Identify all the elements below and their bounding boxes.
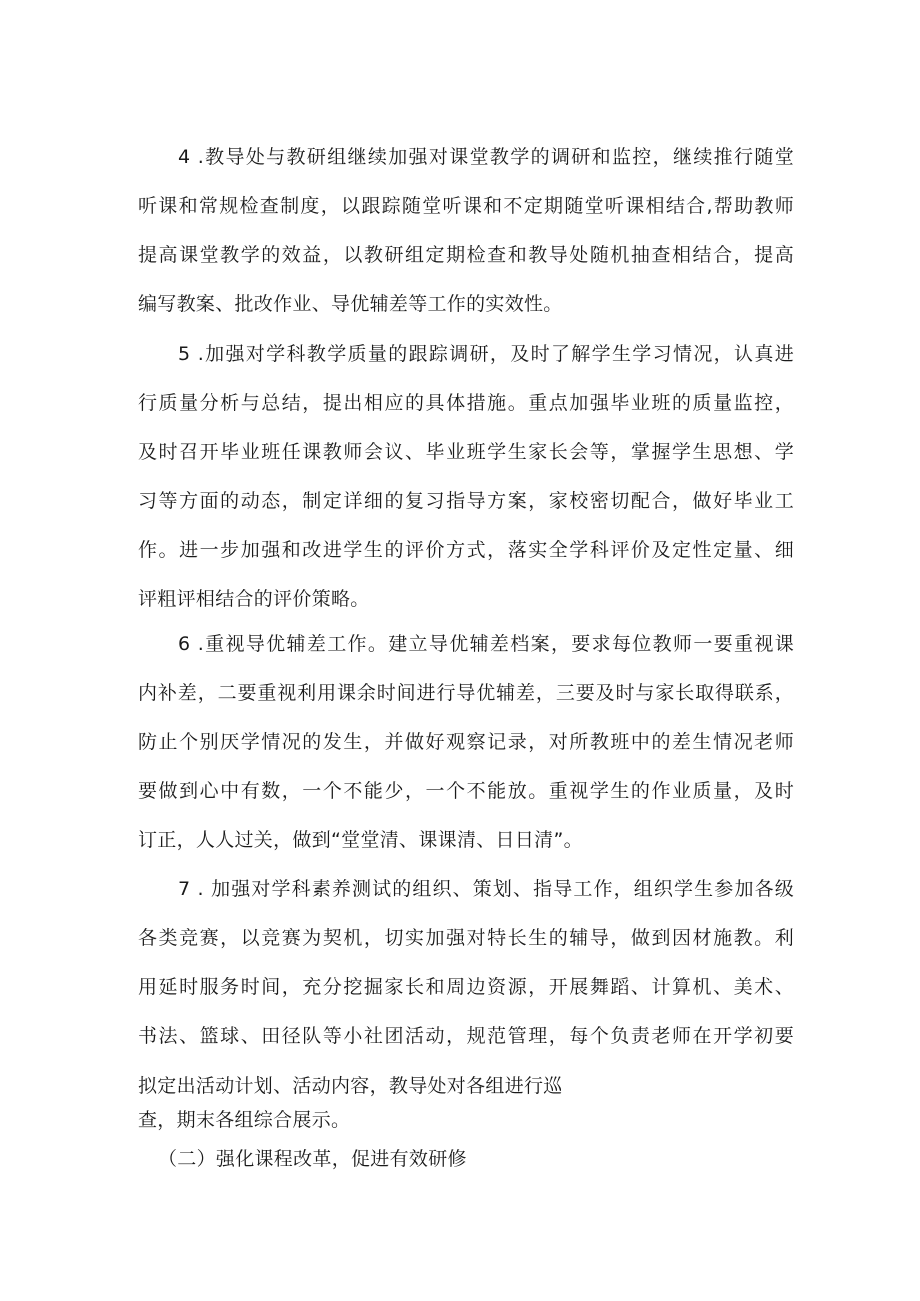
paragraph-line: 订正，人人过关，做到“堂堂清、课课清、日日清”。 (138, 829, 583, 851)
paragraph-line: 编写教案、批改作业、导优辅差等工作的实效性。 (138, 293, 563, 315)
section-heading-text: （二）强化课程改革，促进有效研修 (158, 1148, 467, 1170)
paragraph-line: 防止个别厌学情况的发生，并做好观察记录，对所教班中的差生情况老师 (138, 731, 794, 753)
section-heading (158, 1135, 814, 1184)
paragraph-5 (138, 330, 794, 624)
paragraph-line: 内补差，二要重视利用课余时间进行导优辅差，三要及时与家长取得联系， (138, 682, 794, 704)
paragraph-6 (138, 620, 794, 865)
paragraph-line: 及时召开毕业班任课教师会议、毕业班学生家长会等，掌握学生思想、学 (138, 441, 794, 463)
paragraph-line: 提高课堂教学的效益，以教研组定期检查和教导处随机抽查相结合，提高 (138, 244, 794, 266)
paragraph-line: 评粗评相结合的评价策略。 (138, 588, 370, 610)
paragraph-line: 5 .加强对学科教学质量的跟踪调研，及时了解学生学习情况，认真进 (178, 343, 794, 365)
paragraph-line: 要做到心中有数，一个不能少，一个不能放。重视学生的作业质量，及时 (138, 780, 794, 802)
paragraph-line: 听课和常规检查制度，以跟踪随堂听课和不定期随堂听课相结合,帮助教师 (138, 195, 794, 217)
paragraph-7 (138, 865, 794, 1061)
paragraph-4 (138, 133, 794, 329)
paragraph-line: 拟定出活动计划、活动内容，教导处对各组进行巡 (138, 1075, 563, 1097)
paragraph-line: 作。进一步加强和改进学生的评价方式，落实全学科评价及定性定量、细 (138, 539, 794, 561)
paragraph-line: 6 .重视导优辅差工作。建立导优辅差档案，要求每位教师一要重视课 (178, 633, 794, 655)
paragraph-line: 行质量分析与总结，提出相应的具体措施。重点加强毕业班的质量监控， (138, 392, 794, 414)
paragraph-line: 4 .教导处与教研组继续加强对课堂教学的调研和监控，继续推行随堂 (178, 146, 794, 168)
paragraph-line: 用延时服务时间，充分挖掘家长和周边资源，开展舞蹈、计算机、美术、 (138, 976, 794, 998)
paragraph-line: 习等方面的动态，制定详细的复习指导方案，家校密切配合，做好毕业工 (138, 490, 794, 512)
paragraph-line: 7 . 加强对学科素养测试的组织、策划、指导工作，组织学生参加各级 (178, 878, 794, 900)
paragraph-line: 各类竞赛，以竞赛为契机，切实加强对特长生的辅导，做到因材施教。利 (138, 927, 794, 949)
paragraph-line: 查，期末各组综合展示。 (138, 1109, 351, 1131)
paragraph-line: 书法、篮球、田径队等小社团活动，规范管理，每个负责老师在开学初要 (138, 1025, 794, 1047)
